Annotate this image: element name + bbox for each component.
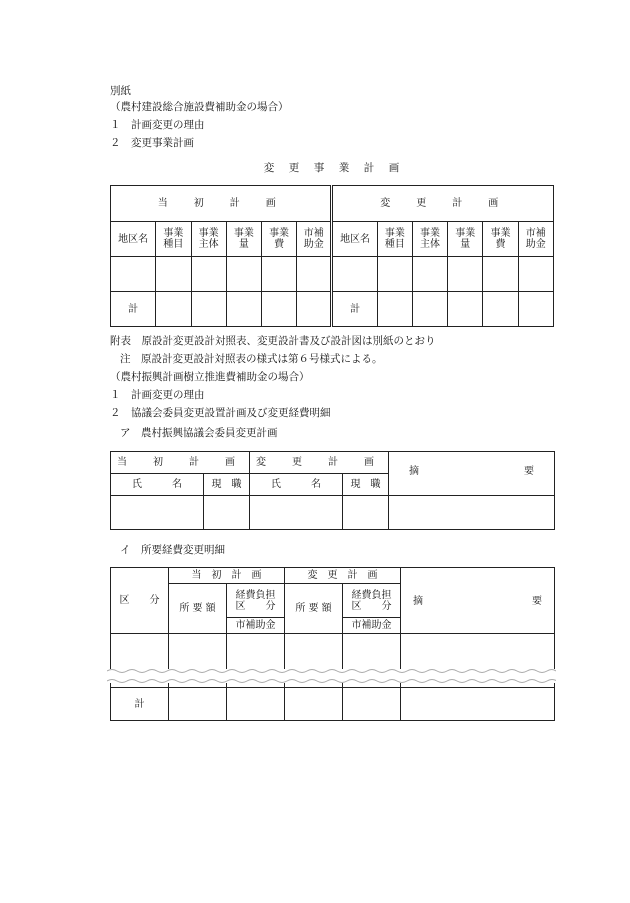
changed-plan-header: 変 更 計 画 bbox=[250, 452, 389, 474]
col-subsidy: 市補 助金 bbox=[518, 222, 553, 257]
case-heading-1: （農村建設総合施設費補助金の場合） bbox=[110, 101, 289, 113]
changed-plan-header: 変 更 計 画 bbox=[285, 568, 401, 584]
col-type: 事業 種目 bbox=[377, 222, 412, 257]
original-plan-header: 当 初 計 画 bbox=[111, 452, 250, 474]
col-category: 区 分 bbox=[111, 568, 169, 634]
col-amount: 所 要 額 bbox=[169, 584, 227, 634]
item-reason-2: １ 計画変更の理由 bbox=[110, 389, 205, 401]
col-job: 現 職 bbox=[343, 474, 389, 496]
case-heading-2: （農村振興計画樹立推進費補助金の場合） bbox=[110, 371, 310, 383]
col-entity: 事業 主体 bbox=[191, 222, 226, 257]
col-district: 地区名 bbox=[111, 222, 156, 257]
col-type: 事業 種目 bbox=[156, 222, 191, 257]
col-cost: 事業 費 bbox=[483, 222, 518, 257]
changed-plan-header: 変 更 計 画 bbox=[332, 186, 554, 222]
plan-title: 変 更 事 業 計 画 bbox=[263, 162, 402, 174]
col-burden: 経費負担 区 分 bbox=[343, 584, 401, 618]
col-quantity: 事業 量 bbox=[448, 222, 483, 257]
item-committee: ２ 協議会委員変更設置計画及び変更経費明細 bbox=[110, 407, 331, 419]
total-label: 計 bbox=[111, 688, 169, 721]
col-amount: 所 要 額 bbox=[285, 584, 343, 634]
table-break-wave bbox=[107, 667, 556, 685]
item-plan: ２ 変更事業計画 bbox=[110, 137, 194, 149]
sub-heading-i: イ 所要経費変更明細 bbox=[120, 544, 225, 556]
col-subsidy: 市補助金 bbox=[227, 618, 285, 634]
attachment-label: 別紙 bbox=[110, 85, 131, 97]
col-name: 氏 名 bbox=[250, 474, 343, 496]
remarks-header: 摘 要 bbox=[401, 568, 555, 634]
col-burden: 経費負担 区 分 bbox=[227, 584, 285, 618]
format-note: 注 原設計変更設計対照表の様式は第６号様式による。 bbox=[120, 353, 383, 365]
col-quantity: 事業 量 bbox=[226, 222, 261, 257]
total-label: 計 bbox=[332, 292, 377, 327]
remarks-header: 摘 要 bbox=[389, 452, 555, 496]
original-plan-header: 当 初 計 画 bbox=[169, 568, 285, 584]
expense-detail-table bbox=[110, 567, 555, 721]
sub-heading-a: ア 農村振興協議会委員変更計画 bbox=[120, 427, 278, 439]
col-entity: 事業 主体 bbox=[412, 222, 447, 257]
attached-note: 附表 原設計変更設計対照表、変更設計書及び設計図は別紙のとおり bbox=[110, 335, 436, 347]
committee-plan-table bbox=[110, 451, 555, 530]
col-cost: 事業 費 bbox=[261, 222, 296, 257]
col-job: 現 職 bbox=[204, 474, 250, 496]
total-label: 計 bbox=[111, 292, 156, 327]
empty-cell bbox=[111, 257, 156, 292]
change-plan-table bbox=[110, 185, 554, 327]
col-subsidy: 市補助金 bbox=[343, 618, 401, 634]
col-district: 地区名 bbox=[332, 222, 377, 257]
original-plan-header: 当 初 計 画 bbox=[111, 186, 332, 222]
item-reason-1: １ 計画変更の理由 bbox=[110, 119, 205, 131]
col-name: 氏 名 bbox=[111, 474, 204, 496]
col-subsidy: 市補 助金 bbox=[297, 222, 332, 257]
